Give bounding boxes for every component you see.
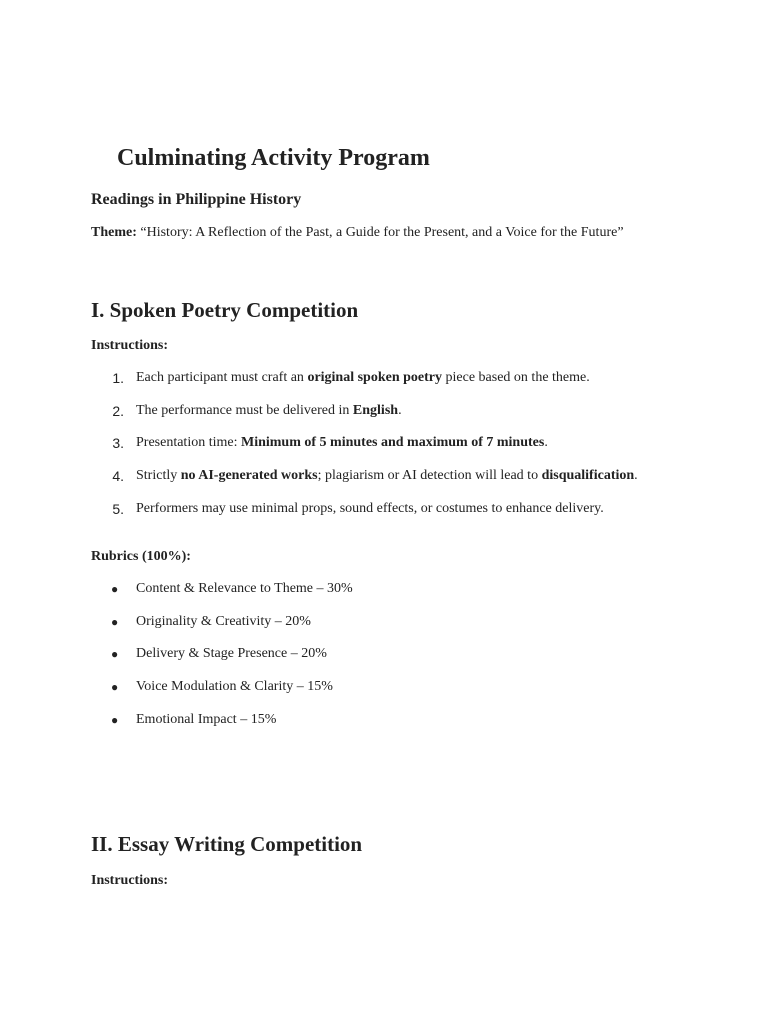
rubric-text: Voice Modulation & Clarity – 15%	[136, 679, 333, 694]
bullet-icon: ●	[111, 615, 119, 629]
bullet-icon: ●	[111, 582, 119, 596]
section-heading-essay-writing: II. Essay Writing Competition	[91, 832, 363, 856]
item-text: ; plagiarism or AI detection will lead to	[317, 468, 542, 483]
list-number: 1.	[112, 370, 124, 386]
rubric-text: Originality & Creativity – 20%	[136, 614, 311, 629]
theme-line	[91, 224, 624, 242]
item-text: .	[634, 468, 638, 483]
instructions-label: Instructions:	[91, 338, 169, 353]
list-number: 5.	[112, 501, 124, 517]
item-bold-text: Minimum of 5 minutes and maximum of 7 minutes	[240, 435, 545, 450]
bullet-icon: ●	[111, 647, 119, 661]
rubric-text: Content & Relevance to Theme – 30%	[136, 581, 353, 596]
item-text: Strictly	[136, 468, 181, 483]
document-subtitle: Readings in Philippine History	[91, 191, 302, 208]
instructions-label: Instructions:	[91, 873, 169, 888]
theme-label: Theme:	[91, 225, 137, 240]
item-bold-text: no AI-generated works	[180, 468, 318, 483]
rubrics-label: Rubrics (100%):	[91, 549, 191, 564]
list-number: 3.	[112, 435, 124, 451]
item-text: The performance must be delivered in	[136, 403, 353, 418]
item-text: Performers may use minimal props, sound effects, or costumes to enhance delivery.	[136, 501, 604, 516]
list-number: 2.	[112, 403, 124, 419]
item-text: piece based on the theme.	[442, 370, 590, 385]
theme-text: “History: A Reflection of the Past, a Guide for the Present, and a Voice for the Future”	[140, 225, 624, 240]
rubric-text: Delivery & Stage Presence – 20%	[136, 646, 327, 661]
bullet-icon: ●	[111, 680, 119, 694]
item-bold-text: original spoken poetry	[307, 370, 443, 385]
bullet-icon: ●	[111, 713, 119, 727]
item-text: .	[398, 403, 402, 418]
item-text: Presentation time:	[136, 435, 241, 450]
item-bold-text: English	[352, 403, 399, 418]
list-number: 4.	[112, 468, 124, 484]
document-title: Culminating Activity Program	[117, 145, 430, 171]
item-text: .	[544, 435, 548, 450]
rubric-text: Emotional Impact – 15%	[136, 712, 277, 727]
item-bold-text: disqualification	[541, 468, 635, 483]
section-heading-spoken-poetry: I. Spoken Poetry Competition	[91, 298, 359, 322]
item-text: Each participant must craft an	[136, 370, 308, 385]
